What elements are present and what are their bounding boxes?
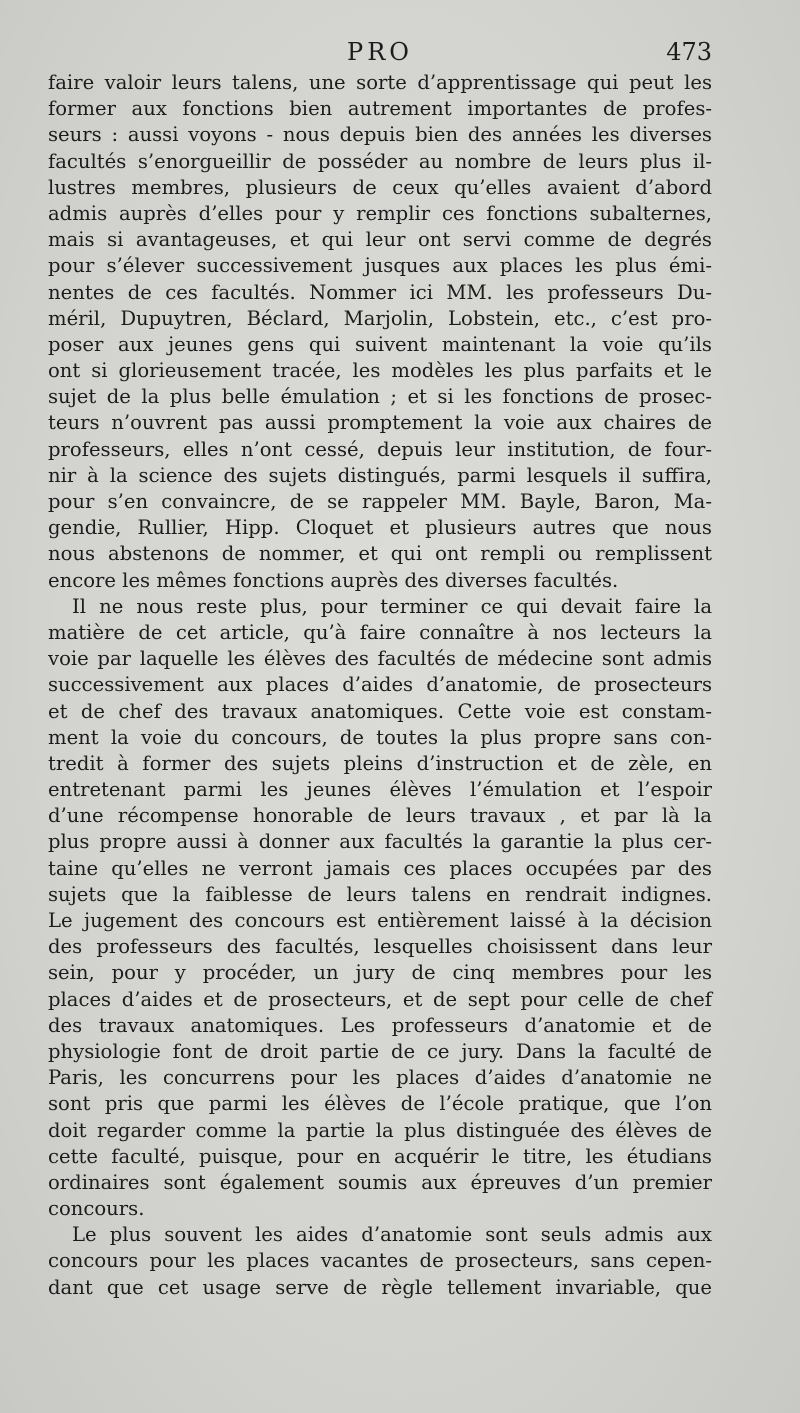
text-line: Il ne nous reste plus, pour terminer ce qui devait faire la [72, 594, 712, 618]
text-line: gendie, Rullier, Hipp. Cloquet et plusieurs autres que nous [48, 516, 712, 540]
running-head: PRO [347, 38, 413, 66]
text-line: sein, pour y procéder, un jury de cinq membres pour les [48, 961, 712, 985]
text-line: matière de cet article, qu’à faire connaître à nos lecteurs la [48, 620, 712, 644]
text-line: sujets que la faiblesse de leurs talens en rendrait indignes. [48, 882, 712, 906]
text-line: entretenant parmi les jeunes élèves l’émulation et l’espoir [48, 778, 712, 802]
text-line: facultés s’enorgueillir de posséder au nombre de leurs plus il- [48, 149, 712, 173]
text-line: seurs : aussi voyons - nous depuis bien des années les diverses [48, 123, 712, 147]
text-line: pour s’élever successivement jusques aux places les plus émi- [48, 254, 712, 278]
text-line: pour s’en convaincre, de se rappeler MM. Bayle, Baron, Ma- [48, 490, 712, 513]
text-line: professeurs, elles n’ont cessé, depuis leur institution, de four- [48, 437, 712, 461]
text-line: nentes de ces facultés. Nommer ici MM. les professeurs Du- [48, 280, 712, 304]
text-line: dant que cet usage serve de règle tellement invariable, que [48, 1275, 712, 1299]
text-line: cette faculté, puisque, pour en acquérir le titre, les étudians [48, 1144, 712, 1168]
text-line: Le plus souvent les aides d’anatomie sont seuls admis aux [72, 1223, 712, 1247]
page-header [48, 38, 712, 72]
text-line: sujet de la plus belle émulation ; et si les fonctions de prosec- [48, 385, 712, 409]
text-line: mais si avantageuses, et qui leur ont servi comme de degrés [48, 228, 712, 252]
text-line: former aux fonctions bien autrement importantes de profes- [48, 97, 712, 121]
text-line: encore les mêmes fonctions auprès des diverses facultés. [48, 568, 619, 592]
text-line: voie par laquelle les élèves des facultés de médecine sont admis [48, 647, 712, 671]
text-line: concours. [48, 1197, 145, 1221]
text-line: Paris, les concurrens pour les places d’aides d’anatomie ne [48, 1066, 712, 1090]
text-line: places d’aides et de prosecteurs, et de sept pour celle de chef [48, 987, 712, 1011]
text-line: concours pour les places vacantes de prosecteurs, sans cepen- [48, 1249, 712, 1273]
text-line: des travaux anatomiques. Les professeurs d’anatomie et de [48, 1013, 712, 1037]
text-line: teurs n’ouvrent pas aussi promptement la voie aux chaires de [48, 411, 712, 435]
text-line: et de chef des travaux anatomiques. Cette voie est constam- [48, 699, 712, 723]
text-line: sont pris que parmi les élèves de l’école pratique, que l’on [48, 1092, 712, 1116]
text-line: admis auprès d’elles pour y remplir ces fonctions subalternes, [48, 201, 712, 225]
text-line: des professeurs des facultés, lesquelles choisissent dans leur [48, 935, 712, 959]
text-line: tredit à former des sujets pleins d’instruction et de zèle, en [48, 751, 712, 775]
text-line: Le jugement des concours est entièrement laissé à la décision [48, 909, 712, 932]
text-line: taine qu’elles ne verront jamais ces places occupées par des [48, 856, 712, 880]
text-line: nir à la science des sujets distingués, parmi lesquels il suffira, [48, 463, 712, 487]
text-line: poser aux jeunes gens qui suivent maintenant la voie qu’ils [48, 332, 712, 356]
text-line: physiologie font de droit partie de ce jury. Dans la faculté de [48, 1039, 712, 1063]
text-line: successivement aux places d’aides d’anatomie, de prosecteurs [48, 673, 712, 697]
text-line: doit regarder comme la partie la plus distinguée des élèves de [48, 1118, 712, 1142]
text-line: nous abstenons de nommer, et qui ont rempli ou remplissent [48, 542, 712, 566]
text-line: lustres membres, plusieurs de ceux qu’elles avaient d’abord [48, 175, 712, 199]
text-line: ordinaires sont également soumis aux épreuves d’un premier [48, 1170, 712, 1194]
text-line: ment la voie du concours, de toutes la plus propre sans con- [48, 725, 712, 749]
text-line: d’une récompense honorable de leurs travaux , et par là la [48, 804, 712, 828]
text-line: faire valoir leurs talens, une sorte d’apprentissage qui peut les [48, 71, 712, 94]
text-line: ont si glorieusement tracée, les modèles les plus parfaits et le [48, 359, 712, 383]
body-text [48, 70, 712, 1301]
text-line: méril, Dupuytren, Béclard, Marjolin, Lobstein, etc., c’est pro- [48, 306, 712, 330]
text-line: plus propre aussi à donner aux facultés la garantie la plus cer- [48, 830, 712, 854]
page-number: 473 [666, 38, 712, 66]
